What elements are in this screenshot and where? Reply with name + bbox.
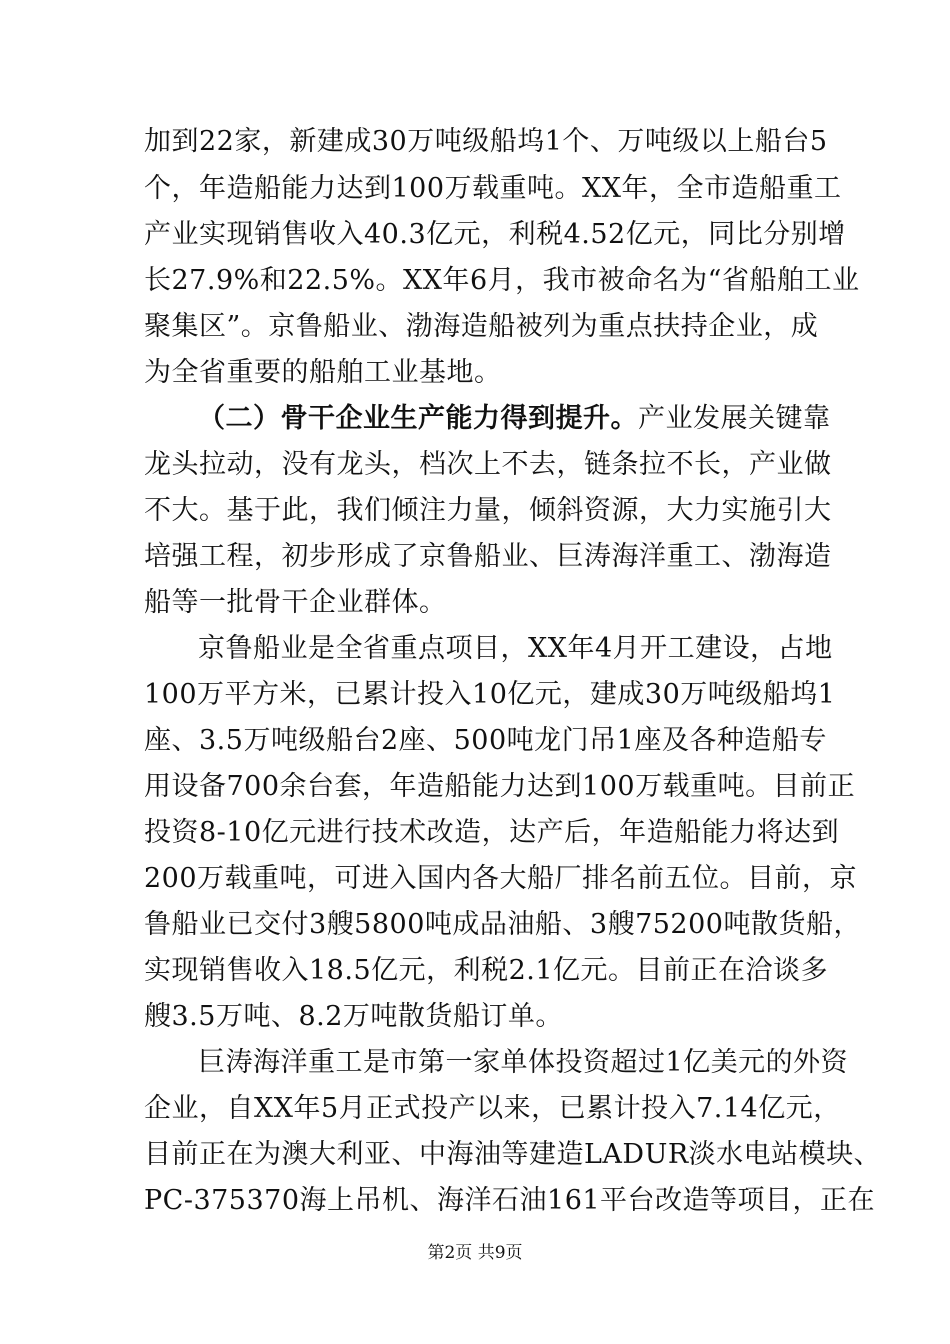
paragraph-line: 200万载重吨，可进入国内各大船厂排名前五位。目前，京 [144,863,858,894]
paragraph-line: 不大。基于此，我们倾注力量，倾斜资源，大力实施引大 [144,495,832,526]
paragraph-line: 鲁船业已交付3艘5800吨成品油船、3艘75200吨散货船， [144,909,861,940]
paragraph-line: 加到22家，新建成30万吨级船坞1个、万吨级以上船台5 [144,126,828,157]
section-heading: （二）骨干企业生产能力得到提升。 [198,403,638,434]
paragraph-line: 用设备700余台套，年造船能力达到100万载重吨。目前正 [144,771,856,802]
paragraph-line: 企业，自XX年5月正式投产以来，已累计投入7.14亿元， [144,1093,841,1124]
section-heading-line [198,399,831,439]
paragraph-line: 实现销售收入18.5亿元，利税2.1亿元。目前正在洽谈多 [144,955,829,986]
section-heading-continuation: 产业发展关键靠 [638,403,831,434]
paragraph-line: 目前正在为澳大利亚、中海油等建造LADUR淡水电站模块、 [144,1139,882,1170]
paragraph-line: 100万平方米，已累计投入10亿元，建成30万吨级船坞1 [144,679,836,710]
paragraph-line: 为全省重要的船舶工业基地。 [144,357,502,388]
paragraph-line: 船等一批骨干企业群体。 [144,587,447,618]
paragraph-line: 艘3.5万吨、8.2万吨散货船订单。 [144,1001,563,1032]
paragraph-line: 聚集区”。京鲁船业、渤海造船被列为重点扶持企业，成 [144,311,819,342]
paragraph-line: 长27.9%和22.5%。XX年6月，我市被命名为“省船舶工业 [144,265,860,296]
paragraph-line: 个，年造船能力达到100万载重吨。XX年，全市造船重工 [144,173,842,204]
page-number: 第2页 共9页 [427,1243,523,1263]
paragraph-first-line: 巨涛海洋重工是市第一家单体投资超过1亿美元的外资 [198,1047,849,1078]
paragraph-line: 投资8-10亿元进行技术改造，达产后，年造船能力将达到 [144,817,840,848]
paragraph-line: 龙头拉动，没有龙头，档次上不去，链条拉不长，产业做 [144,449,832,480]
paragraph-line: PC-375370海上吊机、海洋石油161平台改造等项目，正在 [144,1185,876,1216]
paragraph-first-line: 京鲁船业是全省重点项目，XX年4月开工建设，占地 [198,633,833,664]
paragraph-line: 培强工程，初步形成了京鲁船业、巨涛海洋重工、渤海造 [144,541,832,572]
paragraph-line: 座、3.5万吨级船台2座、500吨龙门吊1座及各种造船专 [144,725,827,756]
paragraph-line: 产业实现销售收入40.3亿元，利税4.52亿元，同比分别增 [144,219,846,250]
